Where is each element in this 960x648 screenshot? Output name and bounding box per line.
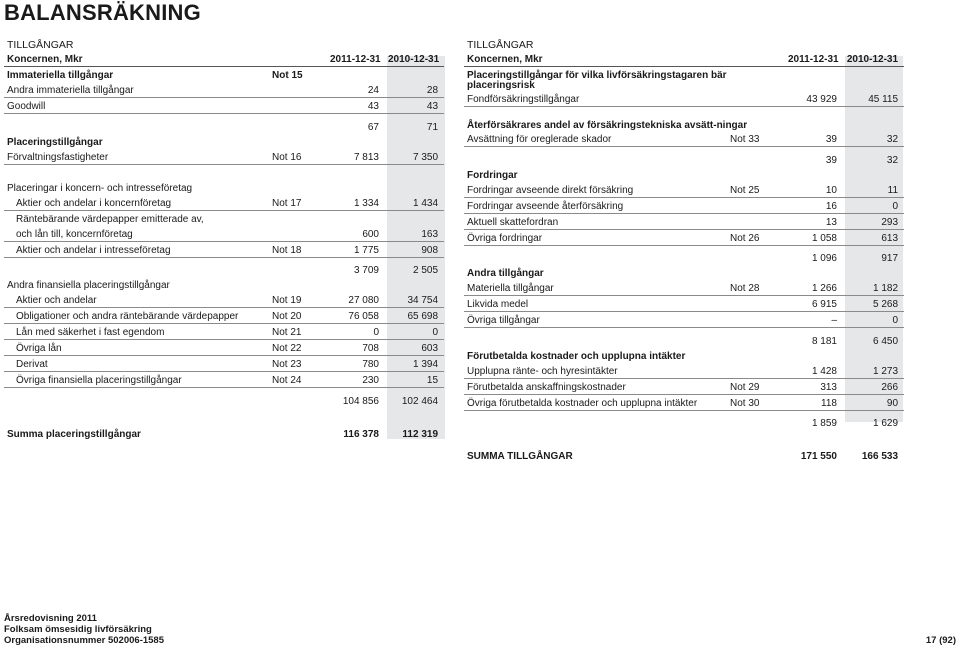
section-title: TILLGÅNGAR [467, 39, 534, 51]
table-row [4, 210, 444, 226]
row-value-2010: 5 268 [843, 296, 904, 312]
row-note [269, 388, 327, 408]
row-label: Immateriella tillgångar [7, 70, 114, 81]
row-label: Aktier och andelar i koncernföretag [4, 195, 269, 211]
row-value-2010 [385, 134, 444, 149]
row-label [464, 410, 727, 430]
row-value-2010: 6 450 [843, 328, 904, 348]
row-value-2010: 32 [843, 147, 904, 167]
row-value-2010: 1 394 [385, 356, 444, 372]
row-note [727, 296, 785, 312]
row-value-2011: 43 [327, 98, 385, 114]
row-value-2010 [843, 67, 904, 92]
table-row [4, 114, 444, 134]
page-title: BALANSRÄKNING [4, 0, 201, 25]
row-value-2011: 313 [785, 378, 843, 394]
row-value-2011: 1 334 [327, 195, 385, 211]
row-value-2011: 76 058 [327, 308, 385, 324]
table-row [464, 430, 904, 445]
row-label [464, 147, 727, 167]
row-note [727, 167, 785, 182]
row-note: Not 17 [269, 195, 327, 211]
header-label: Koncernen, Mkr [4, 51, 269, 67]
row-value-2011: 7 813 [327, 149, 385, 165]
row-value-2011: 39 [785, 147, 843, 167]
table-row [464, 67, 904, 92]
row-value-2011: 1 266 [785, 280, 843, 296]
row-value-2011: 10 [785, 182, 843, 198]
row-value-2011: 8 181 [785, 328, 843, 348]
row-note [269, 98, 327, 114]
row-note: Not 29 [727, 378, 785, 394]
row-value-2010: 1 629 [843, 410, 904, 430]
row-value-2010: 166 533 [861, 451, 899, 462]
row-value-2010: 32 [843, 131, 904, 147]
table-row [464, 363, 904, 379]
row-value-2011: 1 096 [785, 245, 843, 265]
table-row [4, 408, 444, 423]
row-value-2010: 293 [843, 213, 904, 229]
row-value-2010: 266 [843, 378, 904, 394]
table-row [4, 356, 444, 372]
row-note [269, 257, 327, 277]
row-note [269, 408, 327, 423]
row-label [464, 245, 727, 265]
row-label [4, 408, 269, 423]
row-value-2011 [785, 348, 843, 363]
row-value-2010: 102 464 [385, 388, 444, 408]
row-label: Placeringstillgångar för vilka livförsäkringstagaren bär placeringsrisk [467, 70, 727, 91]
row-label [4, 164, 269, 180]
row-value-2010: 65 698 [385, 308, 444, 324]
header-label: Koncernen, Mkr [464, 51, 727, 67]
row-value-2010 [385, 180, 444, 195]
table-row [464, 229, 904, 245]
row-label: Förvaltningsfastigheter [4, 149, 269, 165]
row-value-2011: 171 550 [800, 451, 837, 462]
row-value-2010: 0 [843, 312, 904, 328]
row-value-2011: 43 929 [785, 91, 843, 107]
header-col-2011: 2011-12-31 [327, 51, 385, 67]
table-row [464, 296, 904, 312]
row-label: Avsättning för oreglerade skador [464, 131, 727, 147]
table-row [4, 340, 444, 356]
row-note [727, 430, 785, 445]
row-value-2011: 118 [785, 394, 843, 410]
row-note: Not 23 [269, 356, 327, 372]
row-note [727, 265, 785, 280]
row-label: Aktier och andelar i intresseföretag [4, 241, 269, 257]
table-row [4, 180, 444, 195]
table-row [4, 372, 444, 388]
row-value-2010 [385, 67, 444, 83]
table-row [4, 98, 444, 114]
row-label: Summa placeringstillgångar [7, 428, 141, 440]
row-label: Övriga finansiella placeringstillgångar [4, 372, 269, 388]
footer-report-title: Årsredovisning 2011 [4, 613, 97, 624]
row-label: Fondförsäkringstillgångar [464, 91, 727, 107]
row-note [727, 147, 785, 167]
table-row [4, 423, 444, 441]
section-row [4, 36, 444, 51]
section-title: TILLGÅNGAR [7, 39, 74, 51]
row-note [727, 245, 785, 265]
row-note [269, 423, 327, 441]
row-note: Not 25 [727, 182, 785, 198]
row-value-2011: 104 856 [327, 388, 385, 408]
row-label: Andra immateriella tillgångar [4, 82, 269, 98]
table-row [464, 348, 904, 363]
row-label: Derivat [4, 356, 269, 372]
row-value-2011: 67 [327, 114, 385, 134]
row-label: Fordringar avseende direkt försäkring [464, 182, 727, 198]
table-row [4, 257, 444, 277]
row-value-2010 [385, 210, 444, 226]
row-value-2010: 0 [843, 197, 904, 213]
row-value-2010 [843, 430, 904, 445]
table-row [464, 167, 904, 182]
right-balance-table [464, 36, 904, 463]
row-value-2010: 7 350 [385, 149, 444, 165]
row-note [727, 410, 785, 430]
row-value-2011 [785, 265, 843, 280]
row-note: Not 28 [727, 280, 785, 296]
row-value-2010: 15 [385, 372, 444, 388]
table-row [464, 312, 904, 328]
row-value-2011: 230 [327, 372, 385, 388]
table-row [464, 378, 904, 394]
table-row [4, 241, 444, 257]
table-row [4, 324, 444, 340]
row-value-2010: 1 182 [843, 280, 904, 296]
row-note [727, 445, 785, 463]
row-label: Obligationer och andra räntebärande värdepapper [4, 308, 269, 324]
row-label: Andra tillgångar [467, 268, 544, 279]
row-note [269, 226, 327, 242]
row-value-2011: 0 [327, 324, 385, 340]
row-value-2010: 1 434 [385, 195, 444, 211]
header-row [464, 51, 904, 67]
table-row [4, 149, 444, 165]
row-note [269, 164, 327, 180]
row-value-2011: 24 [327, 82, 385, 98]
row-value-2010 [843, 265, 904, 280]
row-value-2011: 27 080 [327, 292, 385, 308]
footer-company: Folksam ömsesidig livförsäkring [4, 624, 152, 635]
row-value-2010: 71 [385, 114, 444, 134]
row-label: Placeringar i koncern- och intresseföretag [7, 182, 193, 194]
row-value-2011: 16 [785, 197, 843, 213]
right-table [464, 36, 904, 463]
table-row [464, 265, 904, 280]
row-label: Placeringstillgångar [7, 136, 103, 148]
row-value-2011: 6 915 [785, 296, 843, 312]
row-note [727, 328, 785, 348]
table-row [464, 213, 904, 229]
row-label [4, 388, 269, 408]
row-value-2011 [785, 107, 843, 132]
row-label [464, 430, 727, 445]
row-label: Förutbetalda anskaffningskostnader [464, 378, 727, 394]
table-row [4, 82, 444, 98]
row-value-2011: 13 [785, 213, 843, 229]
row-value-2011: 116 378 [343, 428, 379, 440]
row-label: Fordringar [467, 169, 518, 181]
table-row [4, 195, 444, 211]
table-row [4, 308, 444, 324]
row-label: Goodwill [4, 98, 269, 114]
row-note [727, 197, 785, 213]
row-value-2011: 780 [327, 356, 385, 372]
row-value-2011 [327, 210, 385, 226]
row-value-2010 [843, 348, 904, 363]
row-value-2010: 163 [385, 226, 444, 242]
row-value-2011: 708 [327, 340, 385, 356]
row-note [269, 277, 327, 292]
row-note: Not 19 [269, 292, 327, 308]
row-note [269, 82, 327, 98]
header-col-2011: 2011-12-31 [785, 51, 843, 67]
row-label: Återförsäkrares andel av försäkringstekniska avsätt-ningar [467, 120, 748, 131]
row-value-2011: 1 058 [785, 229, 843, 245]
table-row [464, 147, 904, 167]
left-balance-table [4, 36, 444, 441]
header-row [4, 51, 444, 67]
row-note: Not 24 [269, 372, 327, 388]
row-value-2010 [385, 164, 444, 180]
row-label: Andra finansiella placeringstillgångar [7, 280, 170, 291]
row-value-2011 [327, 277, 385, 292]
table-row [464, 245, 904, 265]
table-row [464, 197, 904, 213]
row-value-2011 [327, 180, 385, 195]
row-value-2010: 11 [843, 182, 904, 198]
row-note [269, 134, 327, 149]
table-row [4, 388, 444, 408]
row-label: SUMMA TILLGÅNGAR [467, 451, 573, 462]
row-value-2011 [327, 134, 385, 149]
row-label: Övriga fordringar [464, 229, 727, 245]
row-label: Lån med säkerhet i fast egendom [4, 324, 269, 340]
row-value-2010: 917 [843, 245, 904, 265]
row-value-2010 [843, 167, 904, 182]
table-row [464, 445, 904, 463]
row-label [4, 114, 269, 134]
row-note [269, 114, 327, 134]
row-label: Förutbetalda kostnader och upplupna intäkter [467, 350, 686, 362]
row-label: Aktuell skattefordran [464, 213, 727, 229]
row-value-2011 [327, 164, 385, 180]
row-value-2010: 43 [385, 98, 444, 114]
table-row [4, 164, 444, 180]
row-note: Not 22 [269, 340, 327, 356]
table-row [464, 394, 904, 410]
row-value-2011: 600 [327, 226, 385, 242]
row-note [727, 363, 785, 379]
row-label: Aktier och andelar [4, 292, 269, 308]
row-note [727, 213, 785, 229]
row-note [727, 348, 785, 363]
row-note [727, 312, 785, 328]
row-note [269, 180, 327, 195]
row-label: Fordringar avseende återförsäkring [464, 197, 727, 213]
row-value-2011: 39 [785, 131, 843, 147]
table-row [464, 91, 904, 107]
row-note: Not 33 [727, 131, 785, 147]
row-value-2010 [385, 408, 444, 423]
row-value-2010 [843, 107, 904, 132]
table-row [464, 182, 904, 198]
table-row [464, 107, 904, 132]
table-row [4, 292, 444, 308]
row-note: Not 16 [269, 149, 327, 165]
row-note [269, 210, 327, 226]
left-table [4, 36, 444, 441]
row-label: Upplupna ränte- och hyresintäkter [464, 363, 727, 379]
table-row [4, 226, 444, 242]
row-value-2011: 1 775 [327, 241, 385, 257]
row-value-2011 [327, 408, 385, 423]
row-label: Räntebärande värdepapper emitterade av, [16, 213, 204, 225]
row-note: Not 18 [269, 241, 327, 257]
row-value-2011: 1 428 [785, 363, 843, 379]
row-note [727, 91, 785, 107]
section-row [464, 36, 904, 51]
row-label: Övriga tillgångar [464, 312, 727, 328]
row-label: och lån till, koncernföretag [4, 226, 269, 242]
row-note: Not 30 [727, 394, 785, 410]
row-value-2010: 34 754 [385, 292, 444, 308]
row-value-2011 [327, 67, 385, 83]
table-row [4, 67, 444, 83]
header-note [727, 51, 785, 67]
row-value-2010: 45 115 [843, 91, 904, 107]
row-label: Materiella tillgångar [464, 280, 727, 296]
row-value-2011: – [785, 312, 843, 328]
row-value-2011 [785, 67, 843, 92]
row-note: Not 26 [727, 229, 785, 245]
row-value-2010 [385, 277, 444, 292]
row-value-2011: 1 859 [785, 410, 843, 430]
row-note: Not 21 [269, 324, 327, 340]
table-row [4, 277, 444, 292]
row-label: Likvida medel [464, 296, 727, 312]
table-row [464, 131, 904, 147]
page-number: 17 (92) [925, 635, 956, 646]
row-value-2010: 908 [385, 241, 444, 257]
row-value-2010: 1 273 [843, 363, 904, 379]
table-row [464, 410, 904, 430]
row-label [464, 328, 727, 348]
header-col-2010: 2010-12-31 [843, 51, 904, 67]
row-value-2011 [785, 167, 843, 182]
row-note: Not 15 [272, 70, 303, 81]
footer [4, 613, 164, 646]
row-value-2010: 90 [843, 394, 904, 410]
header-note [269, 51, 327, 67]
row-value-2011 [785, 430, 843, 445]
table-row [464, 280, 904, 296]
row-value-2010: 613 [843, 229, 904, 245]
header-col-2010: 2010-12-31 [385, 51, 444, 67]
row-value-2010: 28 [385, 82, 444, 98]
row-value-2010: 0 [385, 324, 444, 340]
row-value-2011: 3 709 [327, 257, 385, 277]
table-row [464, 328, 904, 348]
row-label: Övriga lån [4, 340, 269, 356]
row-value-2010: 112 319 [402, 428, 439, 440]
table-row [4, 134, 444, 149]
row-label: Övriga förutbetalda kostnader och upplupna intäkter [464, 394, 727, 410]
footer-org-number: Organisationsnummer 502006-1585 [4, 635, 164, 646]
row-label [4, 257, 269, 277]
row-value-2010: 2 505 [385, 257, 444, 277]
row-value-2010: 603 [385, 340, 444, 356]
row-note: Not 20 [269, 308, 327, 324]
